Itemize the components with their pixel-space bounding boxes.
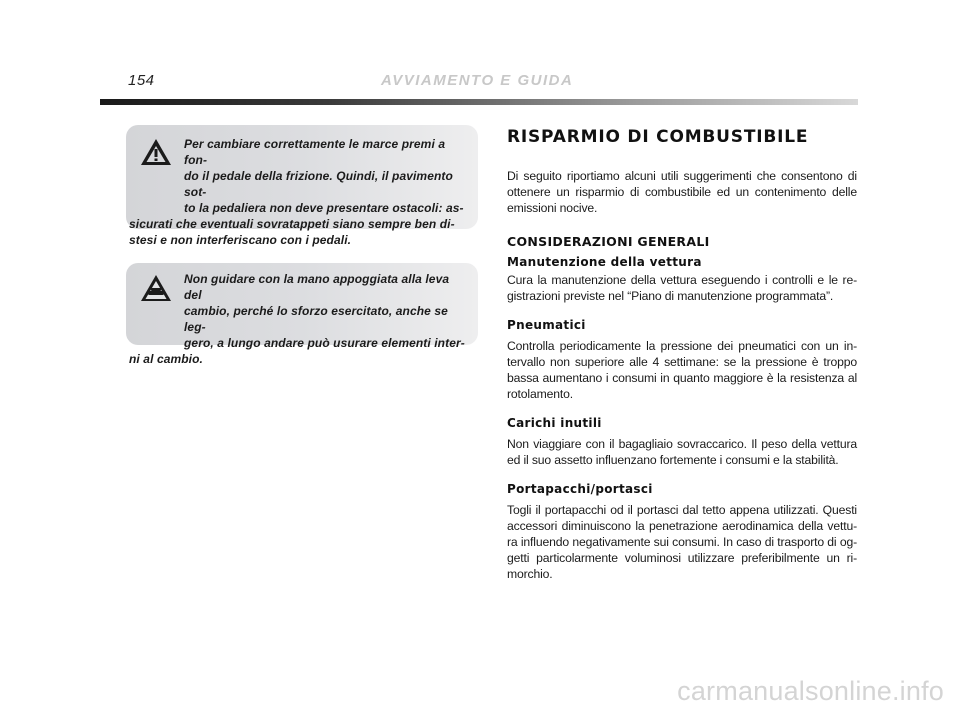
header-rule — [100, 99, 858, 105]
subsection-text: Togli il portapacchi od il portasci dal tetto appena utilizzati. Questi accessori diminuiscono la penetrazione aerodinamica della vettu-ra influendo negativamente sui consumi. In caso di trasporto di og-getti particolarmente voluminosi utilizzare preferibilmente un ri-morchio. — [507, 503, 857, 581]
warning-text — [129, 136, 469, 248]
page-header — [128, 72, 858, 94]
warning-line: cambio, perché lo sforzo esercitato, anche se leg- — [184, 304, 448, 334]
subsection-heading: Portapacchi/portasci — [507, 482, 653, 496]
subsection-text: Controlla periodicamente la pressione dei pneumatici con un in-tervallo non superiore alle 4 settimane: se la pressione è troppo bassa aumentano i consumi in quanto maggiore è la resistenza al rotolamento. — [507, 339, 857, 401]
subsection-heading: Manutenzione della vettura — [507, 255, 702, 269]
subsection-heading: Carichi inutili — [507, 416, 602, 430]
subsection-group-heading: CONSIDERAZIONI GENERALI — [507, 234, 710, 249]
warning-line: stesi e non interferiscano con i pedali. — [129, 233, 352, 247]
warning-line: ni al cambio. — [129, 352, 203, 366]
fuel-saving-section — [507, 127, 857, 582]
warning-line: gero, a lungo andare può usurare elementi inter- — [184, 336, 465, 350]
warning-line: Non guidare con la mano appoggiata alla leva del — [184, 272, 450, 302]
warning-text — [129, 271, 469, 367]
chapter-title: AVVIAMENTO E GUIDA — [381, 72, 574, 89]
warning-line: to la pedaliera non deve presentare ostacoli: as- — [184, 201, 464, 215]
subsection-text: Cura la manutenzione della vettura eseguendo i controlli e le re-gistrazioni previste nel “Piano di manutenzione programmata”. — [507, 273, 857, 303]
warning-line: sicurati che eventuali sovratappeti siano sempre ben di- — [129, 217, 455, 231]
subsection-heading: Pneumatici — [507, 318, 586, 332]
warning-box-gearstick — [126, 263, 478, 366]
watermark: carmanualsonline.info — [677, 676, 944, 706]
intro-paragraph: Di seguito riportiamo alcuni utili suggerimenti che consentono di ottenere un risparmio di combustibile ed un contenimento delle emissioni nocive. — [507, 169, 857, 215]
page-number: 154 — [128, 72, 155, 89]
warning-line: Per cambiare correttamente le marce premi a fon- — [184, 137, 446, 167]
warning-line: do il pedale della frizione. Quindi, il pavimento sot- — [184, 169, 453, 199]
section-heading: RISPARMIO DI COMBUSTIBILE — [507, 127, 809, 147]
subsection-text: Non viaggiare con il bagagliaio sovraccarico. Il peso della vettura ed il suo assetto influenzano fortemente i consumi e la stabilità. — [507, 437, 857, 467]
warning-box-clutch — [126, 125, 478, 247]
